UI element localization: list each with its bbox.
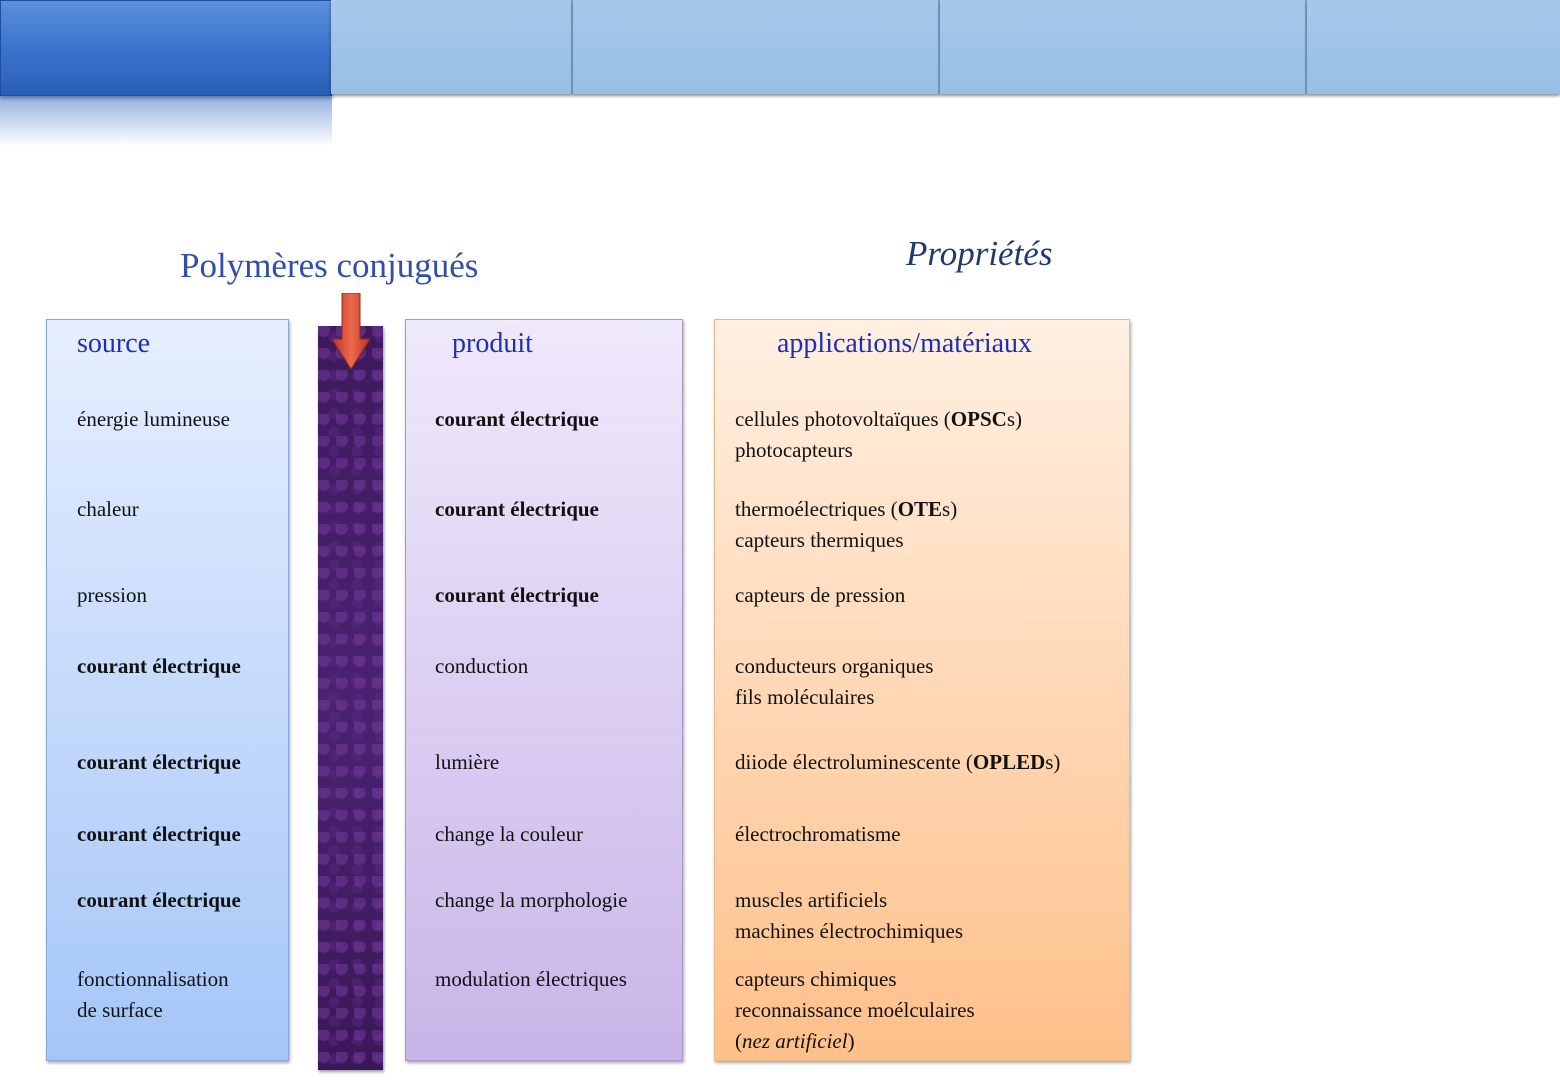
applications-cell: capteurs chimiques reconnaissance moélculaires (nez artificiel) (735, 967, 975, 1053)
tab-3[interactable] (573, 0, 940, 94)
tab-bar (0, 0, 1560, 96)
tab-5[interactable] (1307, 0, 1560, 94)
source-cell: courant électrique (77, 654, 241, 678)
source-cell: courant électrique (77, 750, 241, 774)
applications-cell: muscles artificiels machines électrochimiques (735, 888, 963, 943)
produit-cell: courant électrique (435, 497, 599, 521)
source-cell: courant électrique (77, 822, 241, 846)
column-header-applications: applications/matériaux (777, 328, 1033, 359)
applications-cell: diiode électroluminescente (OPLEDs) (735, 750, 1061, 774)
produit-cell: change la couleur (435, 822, 584, 846)
applications-cell: thermoélectriques (OTEs) capteurs thermiques (735, 497, 958, 552)
produit-cell: courant électrique (435, 407, 599, 431)
source-cell: chaleur (77, 497, 139, 521)
produit-cell: modulation électriques (435, 967, 627, 991)
source-cell: énergie lumineuse (77, 407, 230, 431)
tab-2[interactable] (331, 0, 573, 94)
source-cell: fonctionnalisation de surface (77, 967, 229, 1022)
tab-reflection (0, 96, 332, 146)
column-header-source: source (77, 328, 151, 359)
produit-cell: courant électrique (435, 583, 599, 607)
source-cell: courant électrique (77, 888, 241, 912)
tab-4[interactable] (940, 0, 1307, 94)
produit-cell: conduction (435, 654, 529, 678)
source-cell: pression (77, 583, 147, 607)
polymer-bar (318, 326, 383, 1070)
heading-polymeres: Polymères conjugués (180, 246, 479, 285)
heading-proprietes: Propriétés (906, 234, 1053, 273)
produit-cell: change la morphologie (435, 888, 628, 912)
applications-cell: électrochromatisme (735, 822, 901, 846)
applications-cell: conducteurs organiques fils moléculaires (735, 654, 934, 709)
down-arrow-icon (332, 293, 370, 369)
applications-cell: capteurs de pression (735, 583, 906, 607)
tab-1[interactable] (0, 0, 332, 96)
produit-cell: lumière (435, 750, 500, 774)
applications-cell: cellules photovoltaïques (OPSCs) photocapteurs (735, 407, 1022, 462)
column-header-produit: produit (452, 328, 533, 359)
